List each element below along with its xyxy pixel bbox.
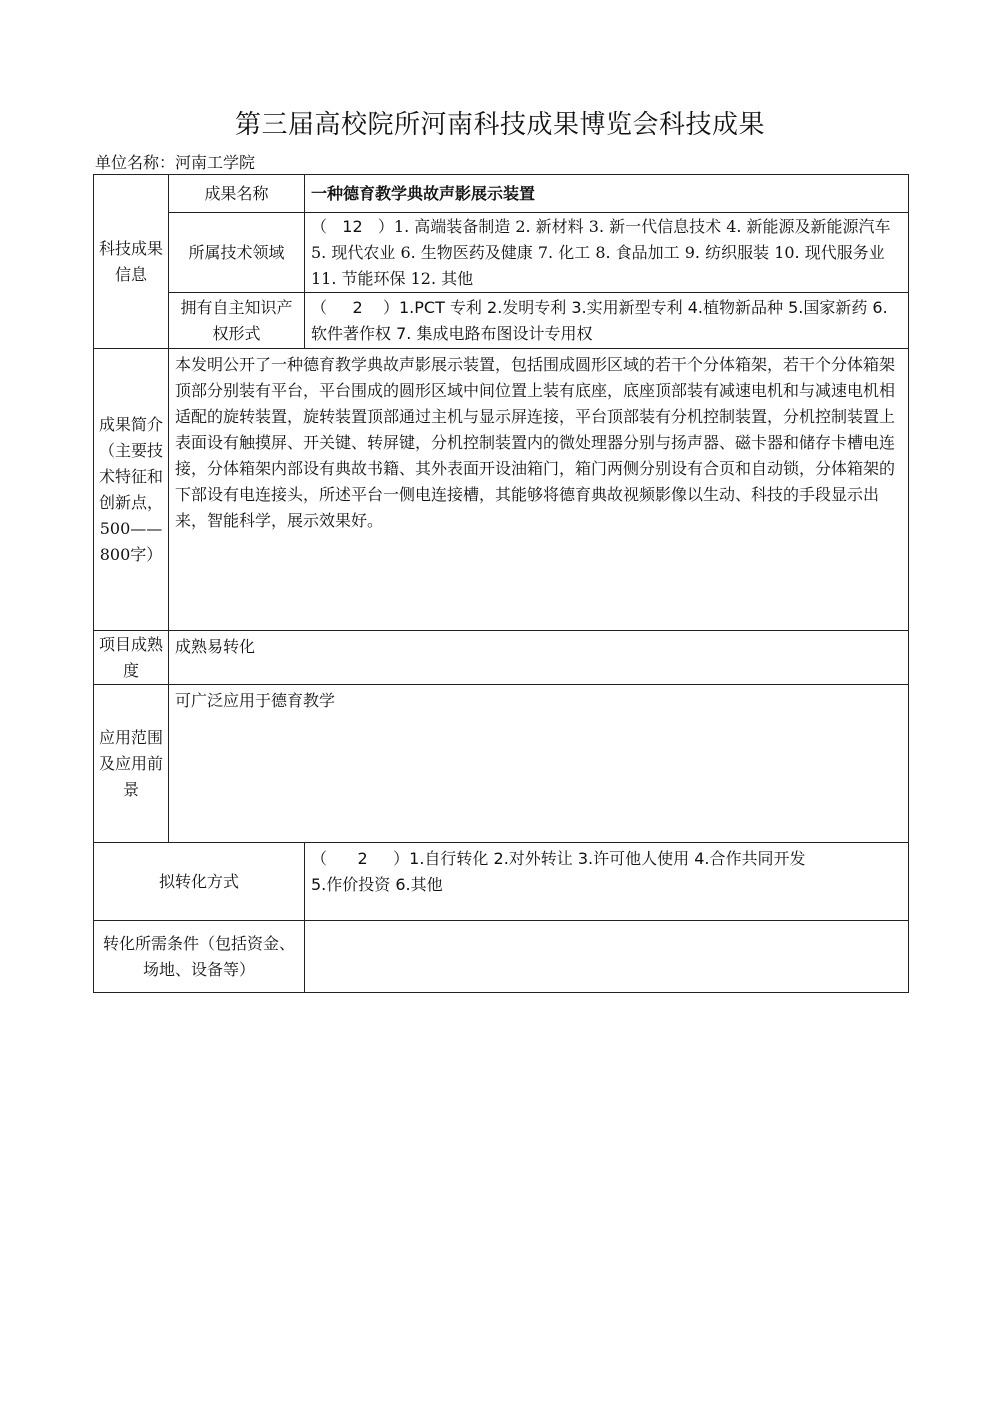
unit-label: 单位名称： [95, 153, 176, 172]
table-row [94, 293, 909, 349]
table-row [94, 843, 909, 921]
unit-value: 河南工学院 [175, 153, 256, 172]
summary-text: 本发明公开了一种德育教学典故声影展示装置，包括围成圆形区域的若干个分体箱架，若干个分体箱架顶部分别装有平台，平台围成的圆形区域中间位置上装有底座，底座顶部装有减速电机和与减速电机相适配的旋转装置，旋转装置顶部通过主机与显示屏连接，平台顶部装有分机控制装置，分机控制装置上表面设有触摸屏、开关键、转屏键，分机控制装置内的微处理器分别与扬声器、磁卡器和储存卡槽电连接，分体箱架内部设有典故书籍、其外表面开设油箱门，箱门两侧分别设有合页和自动锁，分体箱架的下部设有电连接头，所述平台一侧电连接槽，其能够将德育典故视频影像以生动、科技的手段显示出来，智能科学，展示效果好。 [169, 349, 909, 631]
application-label: 应用范围及应用前景 [94, 685, 169, 843]
transfer-label: 拟转化方式 [94, 843, 305, 921]
conditions-value [305, 921, 909, 993]
ip-choice: 2 [352, 297, 363, 317]
transfer-value: （ 2 ）1.自行转化 2.对外转让 3.许可他人使用 4.合作共同开发 5.作价投资 6.其他 [305, 843, 909, 921]
table-row [94, 631, 909, 685]
conditions-label: 转化所需条件（包括资金、场地、设备等） [94, 921, 305, 993]
transfer-choice: 2 [357, 849, 368, 868]
ip-options: 1.PCT 专利 2.发明专利 3.实用新型专利 4.植物新品种 5.国家新药 6.软件著作权 7. 集成电路布图设计专用权 [311, 297, 888, 343]
table-row [94, 349, 909, 631]
page-title: 第三届高校院所河南科技成果博览会科技成果 [234, 110, 765, 140]
field-label: 所属技术领域 [169, 213, 305, 293]
table-row [94, 175, 909, 213]
section-label-sci-info: 科技成果信息 [94, 175, 169, 349]
maturity-value: 成熟易转化 [169, 631, 909, 685]
application-value: 可广泛应用于德育教学 [169, 685, 909, 843]
maturity-label: 项目成熟度 [94, 631, 169, 685]
field-value: （ 12 ）1. 高端装备制造 2. 新材料 3. 新一代信息技术 4. 新能源及新能源汽车 5. 现代农业 6. 生物医药及健康 7. 化工 8. 食品加工 9. 纺织服装 10. 现代服务业 11. 节能环保 12. 其他 [305, 213, 909, 293]
name-value: 一种德育教学典故声影展示装置 [305, 175, 909, 213]
table-row [94, 213, 909, 293]
achievement-table [93, 174, 909, 993]
transfer-options-line2: 5.作价投资 6.其他 [311, 875, 443, 894]
field-choice: 12 [342, 216, 363, 236]
unit-name [95, 150, 255, 173]
ip-value: （ 2 ）1.PCT 专利 2.发明专利 3.实用新型专利 4.植物新品种 5.国家新药 6.软件著作权 7. 集成电路布图设计专用权 [305, 293, 909, 349]
table-row [94, 921, 909, 993]
table-row [94, 685, 909, 843]
name-label: 成果名称 [169, 175, 305, 213]
summary-label: 成果简介（主要技术特征和创新点，500——800字） [94, 349, 169, 631]
ip-label: 拥有自主知识产权形式 [169, 293, 305, 349]
field-options: 1. 高端装备制造 2. 新材料 3. 新一代信息技术 4. 新能源及新能源汽车 5. 现代农业 6. 生物医药及健康 7. 化工 8. 食品加工 9. 纺织服装 10. 现代服务业 11. 节能环保 12. 其他 [311, 216, 891, 288]
transfer-options-line1: 1.自行转化 2.对外转让 3.许可他人使用 4.合作共同开发 [409, 849, 806, 868]
